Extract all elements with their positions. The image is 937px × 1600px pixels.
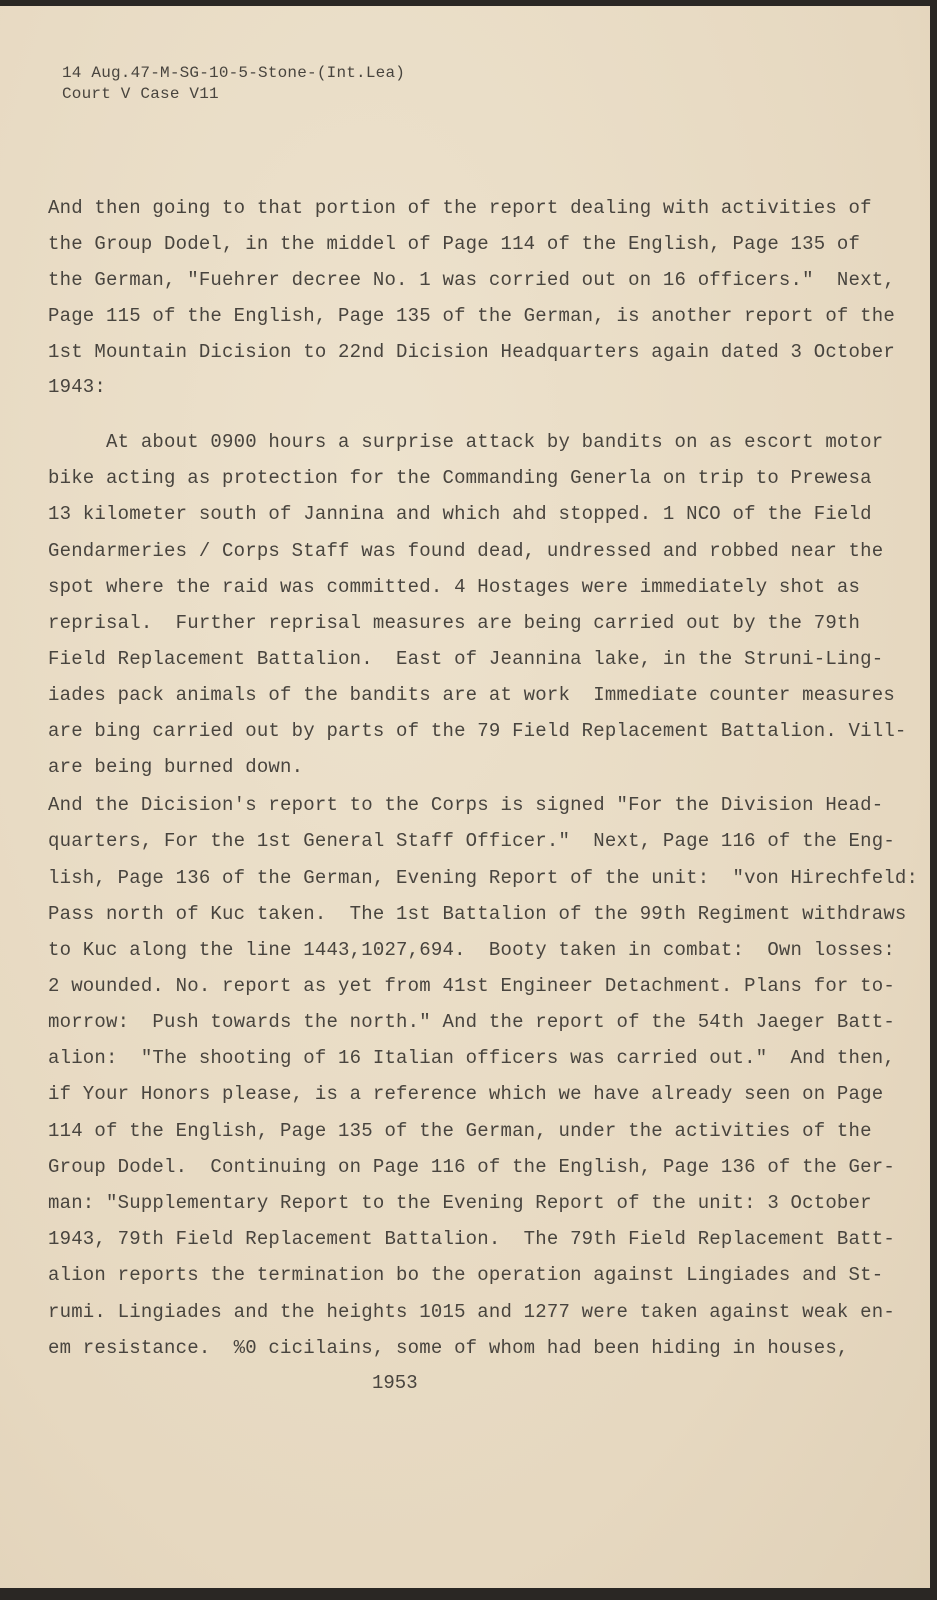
body-line: reprisal. Further reprisal measures are being carried out by the 79th bbox=[48, 612, 861, 634]
body-line: the German, "Fuehrer decree No. 1 was corried out on 16 officers." Next, bbox=[48, 269, 895, 291]
body-line: 1943: bbox=[48, 376, 107, 398]
body-line: man: "Supplementary Report to the Evening Report of the unit: 3 October bbox=[48, 1192, 872, 1214]
body-line: to Kuc along the line 1443,1027,694. Booty taken in combat: Own losses: bbox=[48, 939, 895, 961]
body-line: alion reports the termination bo the operation against Lingiades and St- bbox=[48, 1264, 884, 1286]
body-line: Page 115 of the English, Page 135 of the German, is another report of the bbox=[48, 305, 895, 327]
body-line: lish, Page 136 of the German, Evening Report of the unit: "von Hirechfeld: bbox=[48, 867, 919, 889]
body-line: morrow: Push towards the north." And the report of the 54th Jaeger Batt- bbox=[48, 1011, 895, 1033]
body-line: bike acting as protection for the Commanding Generla on trip to Prewesa bbox=[48, 467, 872, 489]
body-line: Group Dodel. Continuing on Page 116 of the English, Page 136 of the Ger- bbox=[48, 1156, 895, 1178]
body-line: 1943, 79th Field Replacement Battalion. The 79th Field Replacement Batt- bbox=[48, 1228, 895, 1250]
header-court-case: Court V Case V11 bbox=[62, 85, 219, 103]
body-line: the Group Dodel, in the middel of Page 114 of the English, Page 135 of bbox=[48, 233, 861, 255]
body-line: em resistance. %0 cicilains, some of whom had been hiding in houses, bbox=[48, 1337, 849, 1359]
body-line: spot where the raid was committed. 4 Hostages were immediately shot as bbox=[48, 576, 861, 598]
page-number: 1953 bbox=[372, 1372, 418, 1394]
body-line: if Your Honors please, is a reference which we have already seen on Page bbox=[48, 1083, 884, 1105]
body-line: Field Replacement Battalion. East of Jeannina lake, in the Struni-Ling- bbox=[48, 648, 884, 670]
body-line: are being burned down. bbox=[48, 756, 304, 778]
body-line: And then going to that portion of the report dealing with activities of bbox=[48, 197, 872, 219]
body-line: alion: "The shooting of 16 Italian officers was carried out." And then, bbox=[48, 1047, 895, 1069]
body-line: At about 0900 hours a surprise attack by bandits on as escort motor bbox=[48, 431, 884, 453]
body-line: And the Dicision's report to the Corps is signed "For the Division Head- bbox=[48, 794, 884, 816]
body-line: 2 wounded. No. report as yet from 41st Engineer Detachment. Plans for to- bbox=[48, 975, 895, 997]
body-line: are bing carried out by parts of the 79 Field Replacement Battalion. Vill- bbox=[48, 720, 907, 742]
body-line: 114 of the English, Page 135 of the German, under the activities of the bbox=[48, 1120, 872, 1142]
document-page bbox=[0, 6, 930, 1588]
body-line: quarters, For the 1st General Staff Officer." Next, Page 116 of the Eng- bbox=[48, 830, 895, 852]
body-line: iades pack animals of the bandits are at work Immediate counter measures bbox=[48, 684, 895, 706]
body-line: rumi. Lingiades and the heights 1015 and 1277 were taken against weak en- bbox=[48, 1301, 895, 1323]
body-line: Pass north of Kuc taken. The 1st Battalion of the 99th Regiment withdraws bbox=[48, 903, 907, 925]
header-reference: 14 Aug.47-M-SG-10-5-Stone-(Int.Lea) bbox=[62, 64, 406, 82]
body-line: Gendarmeries / Corps Staff was found dead, undressed and robbed near the bbox=[48, 540, 884, 562]
body-line: 13 kilometer south of Jannina and which ahd stopped. 1 NCO of the Field bbox=[48, 503, 872, 525]
body-line: 1st Mountain Dicision to 22nd Dicision Headquarters again dated 3 October bbox=[48, 341, 895, 363]
